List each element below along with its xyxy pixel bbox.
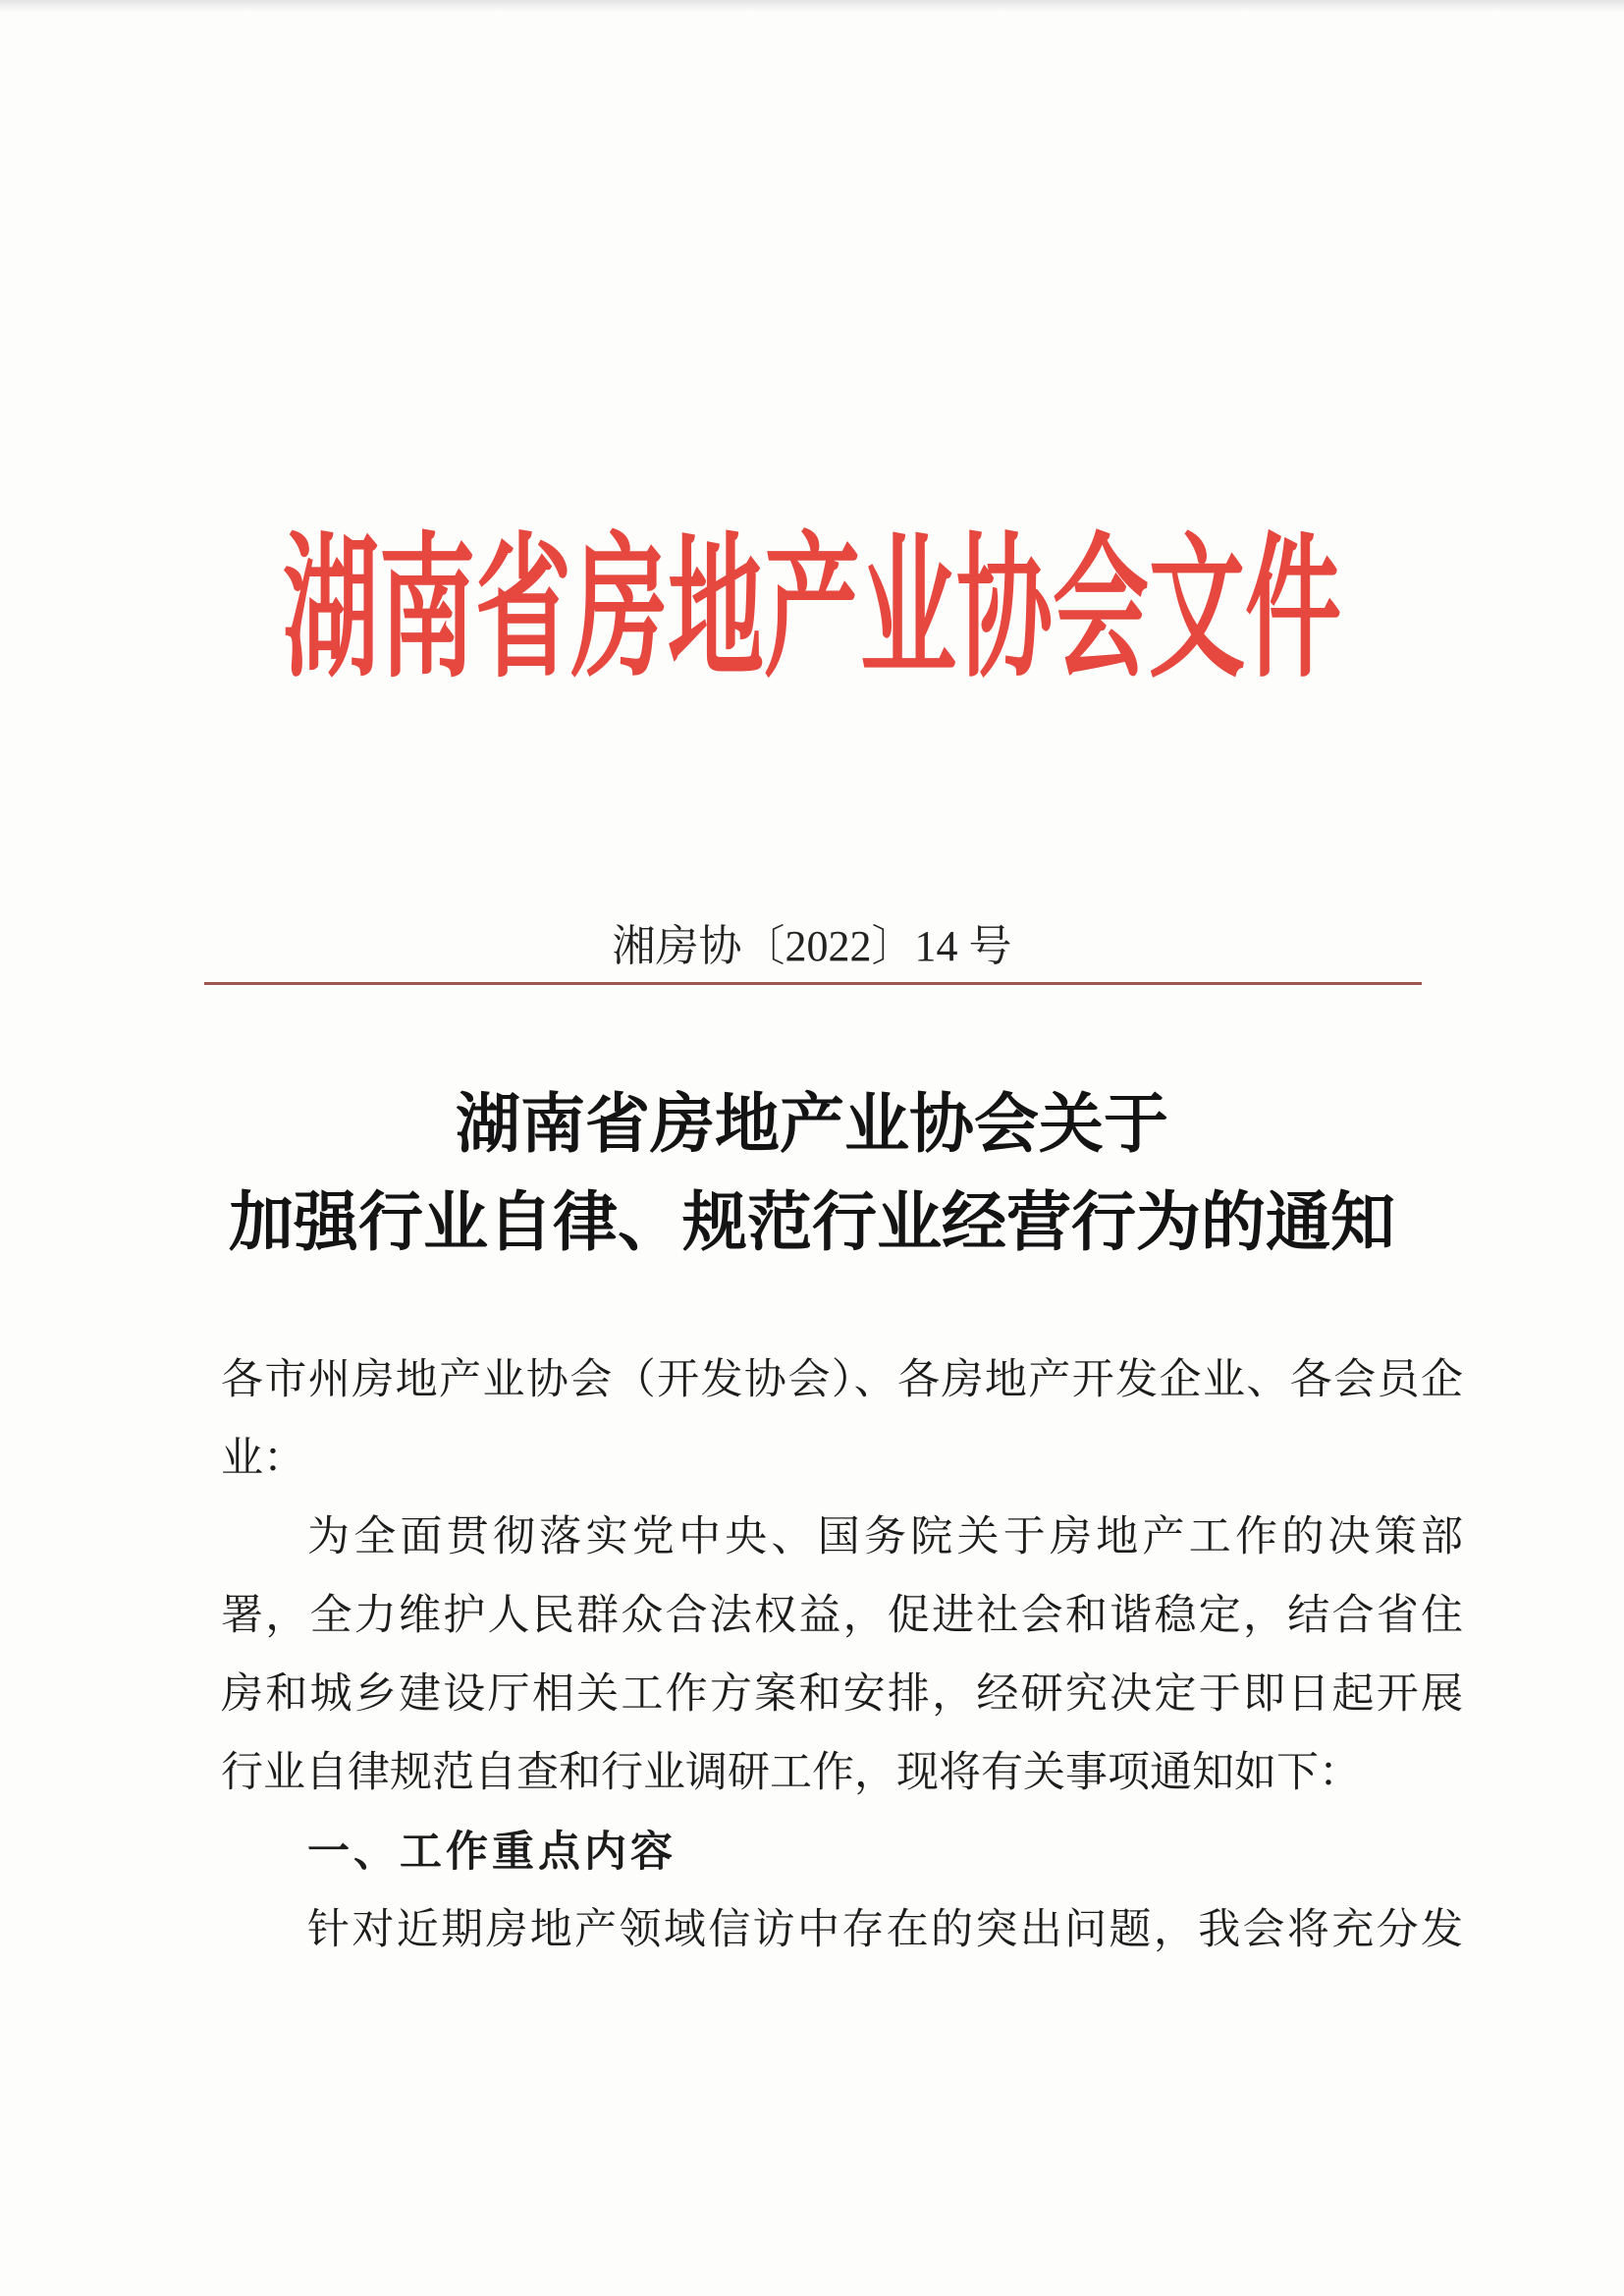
body-line-paragraph: 针对近期房地产领域信访中存在的突出问题，我会将充分发 [307,1907,1463,1953]
section-heading-work-focus: 一、工作重点内容 [307,1829,677,1876]
notice-title-line2: 加强行业自律、规范行业经营行为的通知 [229,1187,1395,1259]
scan-top-edge [0,0,1624,12]
body-line-paragraph: 为全面贯彻落实党中央、国务院关于房地产工作的决策部 [307,1514,1463,1560]
notice-title [0,1076,1624,1273]
letterhead-title: 湖南省房地产业协会文件 [282,523,1341,696]
body-line-paragraph: 署，全力维护人民群众合法权益，促进社会和谐稳定，结合省住 [221,1593,1463,1639]
body-line-paragraph: 行业自律规范自查和行业调研工作，现将有关事项通知如下： [221,1750,1361,1796]
red-divider-rule [204,982,1422,985]
notice-title-line1: 湖南省房地产业协会关于 [456,1089,1168,1161]
body-line-salutation: 各市州房地产业协会（开发协会）、各房地产开发企业、各会员企 [221,1357,1463,1403]
notice-body [221,1341,1463,1970]
doc-number: 湘房协〔2022〕14 号 [612,922,1012,970]
body-line-salutation-wrap: 业： [221,1436,305,1482]
body-line-paragraph: 房和城乡建设厅相关工作方案和安排，经研究决定于即日起开展 [221,1671,1463,1718]
